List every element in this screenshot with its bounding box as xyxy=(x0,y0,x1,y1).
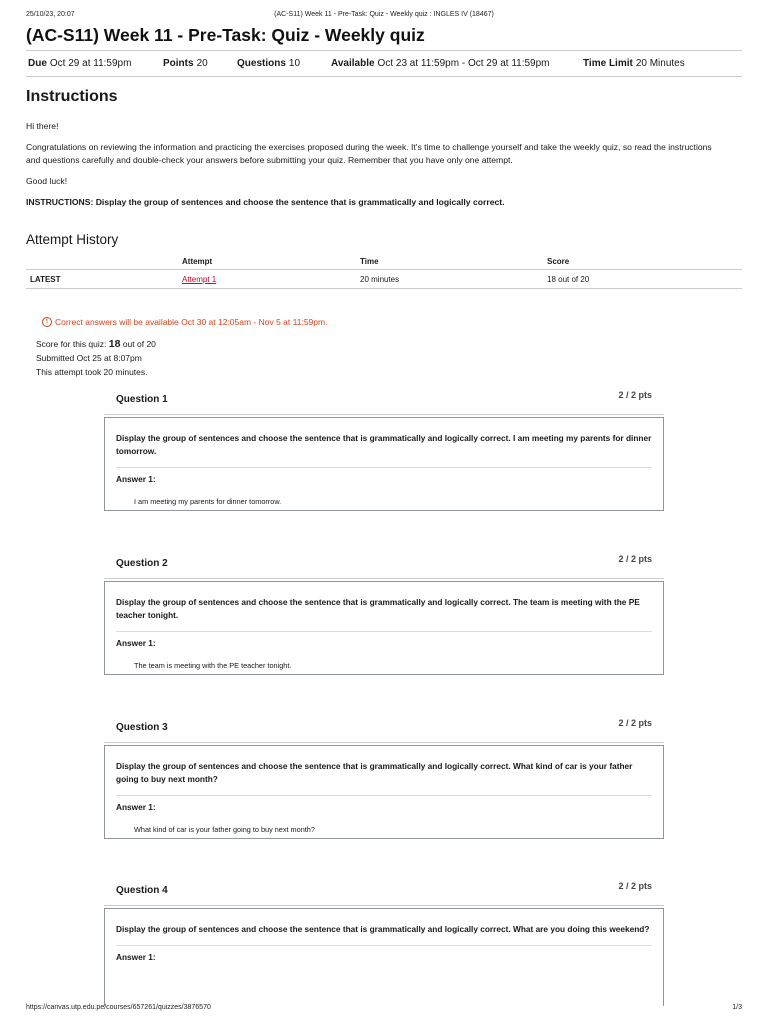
questions-label: Questions xyxy=(237,58,286,69)
questions-value: 10 xyxy=(288,58,301,69)
score-suffix: out of 20 xyxy=(122,339,156,349)
footer-page-number: 1/3 xyxy=(732,1004,742,1011)
col-header-time: Time xyxy=(356,254,543,270)
col-header-blank xyxy=(26,254,178,270)
question-text: Display the group of sentences and choose the sentence that is grammatically and logically correct. What are you doing this weekend? xyxy=(116,923,652,946)
question-box xyxy=(104,417,664,511)
question-1 xyxy=(104,390,664,511)
answer-text: I am meeting my parents for dinner tomorrow. xyxy=(134,497,282,506)
question-points: 2 / 2 pts xyxy=(618,390,652,400)
score-value: 18 xyxy=(108,338,121,350)
points-value: 20 xyxy=(196,58,208,69)
due-meta xyxy=(28,58,131,69)
question-title: Question 3 xyxy=(116,722,168,733)
instructions-paragraph: Congratulations on reviewing the information and practicing the exercises proposed during the week. It's time to challenge yourself and take the weekly quiz, so read the instructions and questions carefully and double-check your answers before submitting your quiz. Remember that you have only one attempt. xyxy=(26,142,712,165)
question-header xyxy=(104,554,664,579)
attempt-score: 18 out of 20 xyxy=(543,270,742,289)
available-value: Oct 23 at 11:59pm - Oct 29 at 11:59pm xyxy=(377,58,550,69)
question-points: 2 / 2 pts xyxy=(618,718,652,728)
print-title: (AC-S11) Week 11 - Pre-Task: Quiz - Weekly quiz : INGLES IV (18467) xyxy=(274,11,494,18)
time-limit-label: Time Limit xyxy=(583,58,633,69)
score-prefix: Score for this quiz: xyxy=(36,339,107,349)
answer-label: Answer 1: xyxy=(116,638,156,648)
attempt-time: 20 minutes xyxy=(356,270,543,289)
available-label: Available xyxy=(331,58,375,69)
attempt-history-table xyxy=(26,254,742,289)
points-label: Points xyxy=(163,58,194,69)
question-title: Question 2 xyxy=(116,558,168,569)
duration-text: This attempt took 20 minutes. xyxy=(36,367,148,377)
instructions-greeting: Hi there! xyxy=(26,121,59,131)
question-box xyxy=(104,745,664,839)
question-text: Display the group of sentences and choose the sentence that is grammatically and logically correct. What kind of car is your father going to buy next month? xyxy=(116,760,652,796)
attempt-table-header xyxy=(26,254,742,270)
due-value: Oct 29 at 11:59pm xyxy=(49,58,132,69)
question-text: Display the group of sentences and choose the sentence that is grammatically and logically correct. The team is meeting with the PE teacher tonight. xyxy=(116,596,652,632)
footer-url: https://canvas.utp.edu.pe/courses/657261/quizzes/3876570 xyxy=(26,1004,211,1011)
attempt-cell xyxy=(178,270,356,289)
questions-meta xyxy=(237,58,300,69)
question-header xyxy=(104,718,664,743)
quiz-meta-bar xyxy=(26,50,742,77)
question-points: 2 / 2 pts xyxy=(618,881,652,891)
question-title: Question 4 xyxy=(116,885,168,896)
col-header-score: Score xyxy=(543,254,742,270)
print-datetime: 25/10/23, 20:07 xyxy=(26,11,75,18)
question-header xyxy=(104,390,664,415)
answer-label: Answer 1: xyxy=(116,474,156,484)
question-box xyxy=(104,581,664,675)
attempt-history-heading: Attempt History xyxy=(26,232,119,247)
question-box xyxy=(104,908,664,1006)
time-limit-value: 20 Minutes xyxy=(635,58,685,69)
question-text: Display the group of sentences and choose the sentence that is grammatically and logically correct. I am meeting my parents for dinner tomorrow. xyxy=(116,432,652,468)
question-points: 2 / 2 pts xyxy=(618,554,652,564)
info-icon: ! xyxy=(42,317,52,327)
attempt-latest-label: LATEST xyxy=(26,270,178,289)
question-2 xyxy=(104,554,664,675)
available-meta xyxy=(331,58,550,69)
score-line xyxy=(36,337,156,351)
page-title: (AC-S11) Week 11 - Pre-Task: Quiz - Weekly quiz xyxy=(26,25,425,45)
instructions-good-luck: Good luck! xyxy=(26,176,68,186)
points-meta xyxy=(163,58,208,69)
instructions-line: INSTRUCTIONS: Display the group of sentences and choose the sentence that is grammatically and logically correct. xyxy=(26,197,505,207)
due-label: Due xyxy=(28,58,47,69)
question-4 xyxy=(104,881,664,1006)
correct-answers-notice xyxy=(42,317,327,327)
time-limit-meta xyxy=(583,58,685,69)
submitted-text: Submitted Oct 25 at 8:07pm xyxy=(36,353,142,363)
col-header-attempt: Attempt xyxy=(178,254,356,270)
table-row xyxy=(26,270,742,289)
answer-text: The team is meeting with the PE teacher tonight. xyxy=(134,661,292,670)
question-title: Question 1 xyxy=(116,394,168,405)
answer-text: What kind of car is your father going to buy next month? xyxy=(134,825,315,834)
question-header xyxy=(104,881,664,906)
question-3 xyxy=(104,718,664,839)
answer-label: Answer 1: xyxy=(116,952,156,962)
answer-label: Answer 1: xyxy=(116,802,156,812)
notice-text: Correct answers will be available Oct 30 at 12:05am - Nov 5 at 11:59pm. xyxy=(55,317,328,327)
attempt-1-link[interactable]: Attempt 1 xyxy=(182,274,217,284)
score-summary xyxy=(36,337,156,379)
instructions-body xyxy=(26,120,726,217)
instructions-heading: Instructions xyxy=(26,88,118,105)
